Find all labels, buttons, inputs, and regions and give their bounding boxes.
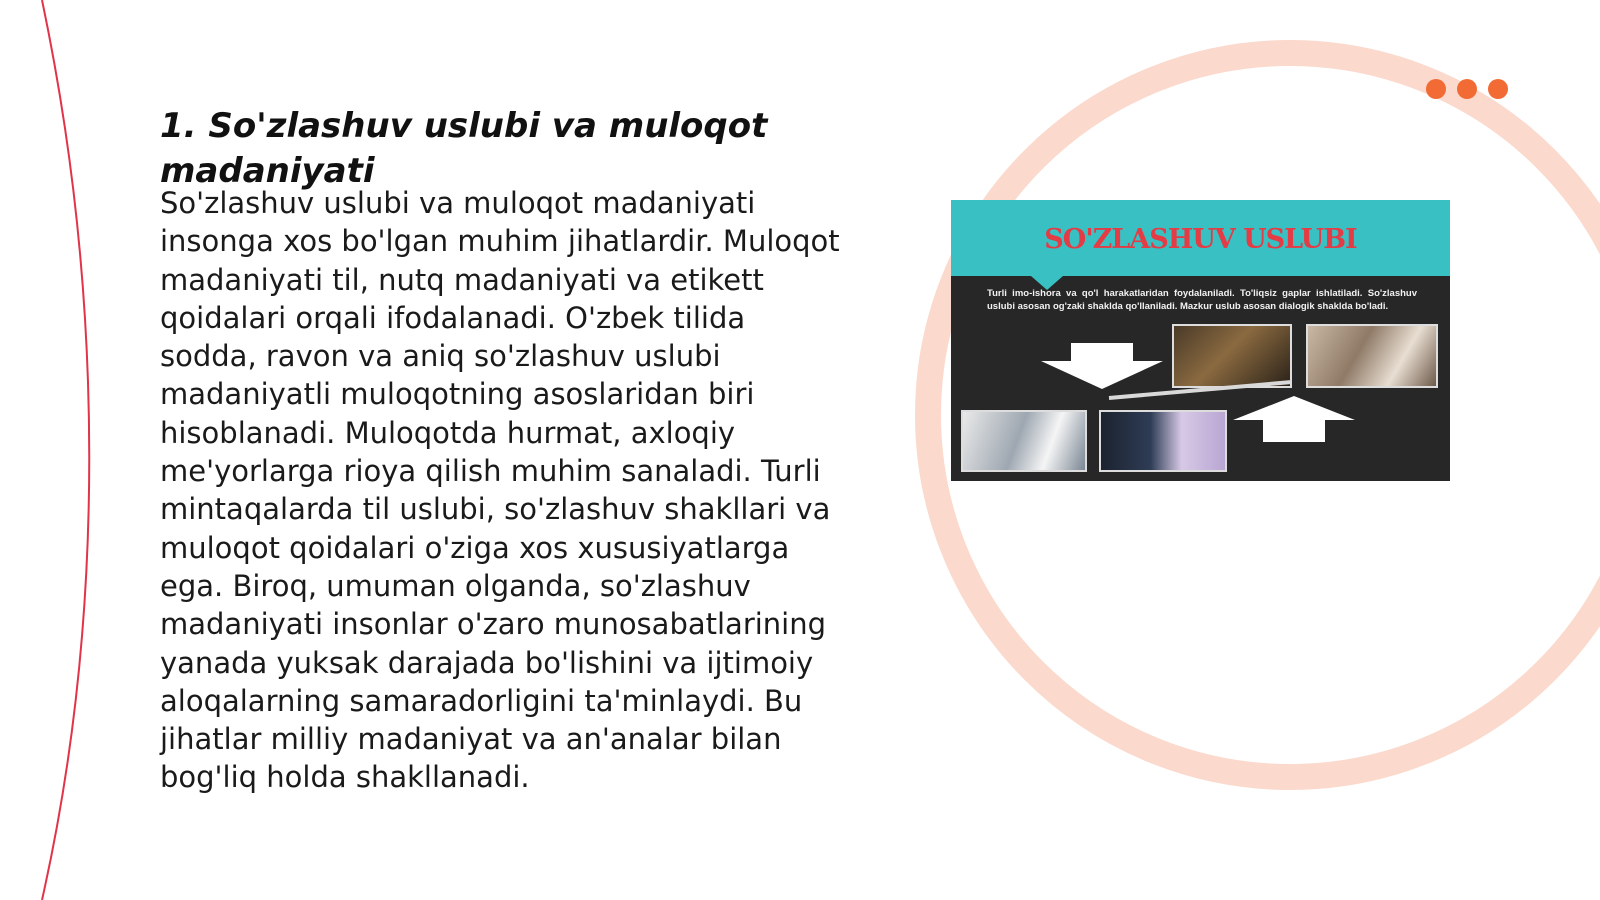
arrow-down-icon xyxy=(1041,343,1163,389)
illustration-image xyxy=(951,200,1450,481)
photo-conversation xyxy=(1306,324,1438,388)
dot xyxy=(1426,79,1446,99)
photo-office xyxy=(961,410,1087,472)
image-banner-title: SO'ZLASHUV USLUBI xyxy=(1044,224,1357,255)
dot xyxy=(1457,79,1477,99)
photo-speakers xyxy=(1172,324,1292,388)
slide-title: 1. So'zlashuv uslubi va muloqot madaniyati xyxy=(160,106,768,191)
slide-body-text: So'zlashuv uslubi va muloqot madaniyati insonga xos bo'lgan muhim jihatlardir. Muloqot madaniyati til, nutq madaniyati va etikett qoidalari orqali ifodalanadi. O'zbek tilida sodda, ravon va aniq so'zlashuv uslubi madaniyatli muloqotning asoslaridan biri hisoblanadi. Muloqotda hurmat, axloqiy me'yorlarga rioya qilish muhim sanaladi. Turli mintaqalarda til uslubi, so'zlashuv shakllari va muloqot qoidalari o'ziga xos xususiyatlarga ega. Biroq, umuman olganda, so'zlashuv madaniyati insonlar o'zaro munosabatlarining yanada yuksak darajada bo'lishini va ijtimoiy aloqalarning samaradorligini ta'minlaydi. Bu jihatlar milliy madaniyat va an'analar bilan bog'liq holda shakllanadi. xyxy=(160,186,840,795)
dot xyxy=(1488,79,1508,99)
more-dots-icon xyxy=(1426,79,1508,99)
arrow-up-icon xyxy=(1233,396,1355,442)
image-banner-text: Turli imo-ishora va qo'l harakatlaridan foydalaniladi. To'liqsiz gaplar ishlatiladi. So'zlashuv uslubi asosan og'zaki shaklda qo'llaniladi. Mazkur uslub asosan dialogik shaklda bo'ladi. xyxy=(987,288,1417,312)
photo-interview xyxy=(1099,410,1227,472)
left-edge-curve xyxy=(42,0,89,900)
image-banner xyxy=(951,200,1450,276)
